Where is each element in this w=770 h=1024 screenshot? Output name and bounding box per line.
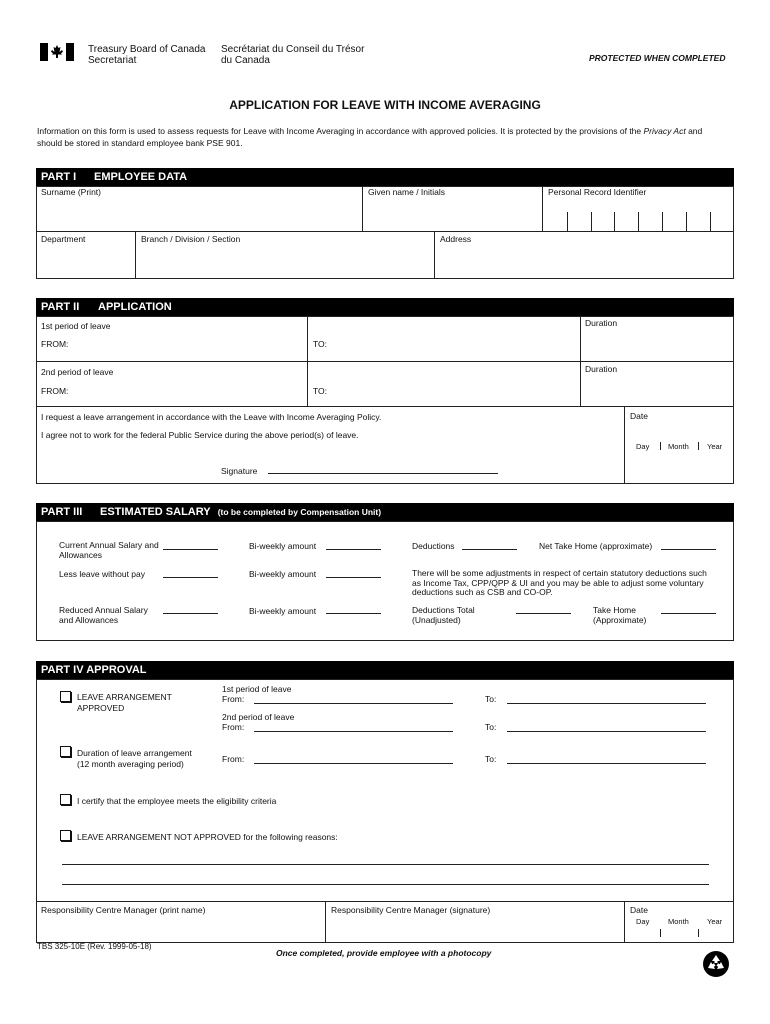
branch-field[interactable]: Branch / Division / Section [141, 234, 241, 244]
current-salary-line2: Allowances [59, 549, 102, 560]
part1-title: EMPLOYEE DATA [94, 171, 188, 183]
adjust-line3: deductions such as CSB and CO-OP. [412, 587, 553, 597]
part1-box [36, 186, 734, 279]
request-statement: I request a leave arrangement in accordance with the Leave with Income Averaging Policy. [41, 412, 382, 422]
not-approved-label: LEAVE ARRANGEMENT NOT APPROVED for the following reasons: [77, 832, 338, 842]
recycle-icon [702, 950, 730, 978]
adjust-line1: There will be some adjustments in respect of certain statutory deductions such [412, 568, 707, 578]
period1-to-field[interactable]: TO: [313, 339, 328, 349]
duration-to: To: [485, 754, 497, 764]
net-take-home-input[interactable] [661, 549, 716, 550]
approved-label [77, 692, 172, 714]
ded-total-line2: (Unadjusted) [412, 614, 461, 625]
duration-from: From: [222, 754, 245, 764]
approval-period1-to-line[interactable] [507, 703, 706, 704]
reduced-salary-input[interactable] [163, 613, 218, 614]
biweekly-input-2[interactable] [326, 577, 381, 578]
intro-line2: should be stored in standard employee bank PSE 901. [37, 137, 243, 148]
duration-line2: (12 month averaging period) [77, 759, 184, 769]
approved-line1: LEAVE ARRANGEMENT [77, 692, 172, 702]
privacy-act: Privacy Act [643, 126, 686, 136]
approval-date-label: Date [630, 905, 648, 915]
approval-date-year[interactable]: Year [707, 917, 723, 926]
canada-flag-logo [40, 43, 74, 61]
reduced-line1: Reduced Annual Salary [59, 605, 148, 615]
rcm-name-field[interactable]: Responsibility Centre Manager (print name) [41, 905, 206, 915]
org-fr-line2: du Canada [221, 55, 270, 66]
period2-to-field[interactable]: TO: [313, 386, 328, 396]
approval-period2-from-line[interactable] [254, 731, 453, 732]
approval-period1-from-line[interactable] [254, 703, 453, 704]
certify-label: I certify that the employee meets the eligibility criteria [77, 796, 277, 806]
biweekly-input-3[interactable] [326, 613, 381, 614]
period1-label: 1st period of leave [41, 321, 111, 331]
biweekly-label-1: Bi-weekly amount [249, 541, 317, 551]
deductions-total-input[interactable] [516, 613, 571, 614]
approval-period2-to: To: [485, 722, 497, 732]
protected-label: PROTECTED WHEN COMPLETED [589, 53, 726, 63]
reasons-line-2[interactable] [62, 884, 709, 885]
deductions-input[interactable] [462, 549, 517, 550]
part4-title: PART IV APPROVAL [41, 664, 147, 676]
photocopy-note: Once completed, provide employee with a photocopy [276, 948, 492, 958]
current-salary-line1: Current Annual Salary and [59, 540, 159, 550]
biweekly-label-2: Bi-weekly amount [249, 569, 317, 579]
org-name-fr [221, 44, 364, 66]
intro-text [37, 126, 737, 149]
period2-duration-field[interactable]: Duration [585, 364, 618, 374]
adjust-line2: as Income Tax, CPP/QPP & UI and you may be able to adjust some voluntary [412, 577, 704, 588]
deductions-label: Deductions [412, 541, 455, 551]
take-home-line2: (Approximate) [593, 614, 647, 625]
agree-statement: I agree not to work for the federal Public Service during the above period(s) of leave. [41, 430, 359, 440]
reduced-salary-label [59, 606, 148, 625]
part1-number: PART I [41, 171, 77, 183]
org-en-line2: Secretariat [88, 55, 137, 66]
duration-checkbox[interactable] [60, 746, 71, 757]
form-number: TBS 325-10E (Rev. 1999-05-18) [37, 942, 152, 951]
date-day[interactable]: Day [636, 442, 650, 451]
approval-date-month[interactable]: Month [668, 917, 689, 926]
part3-title: ESTIMATED SALARY [100, 506, 211, 518]
certify-checkbox[interactable] [60, 794, 71, 805]
take-home-line1: Take Home [593, 605, 636, 615]
current-salary-input[interactable] [163, 549, 218, 550]
part3-number: PART III [41, 506, 83, 518]
biweekly-input-1[interactable] [326, 549, 381, 550]
net-take-home-label: Net Take Home (approximate) [539, 541, 653, 551]
signature-line[interactable] [268, 473, 498, 474]
date-month[interactable]: Month [668, 442, 689, 451]
current-salary-label [59, 541, 159, 560]
org-fr-line1: Secrétariat du Conseil du Trésor [221, 44, 365, 55]
part3-header [36, 503, 734, 522]
approved-line2: APPROVED [77, 703, 125, 713]
reasons-line-1[interactable] [62, 864, 709, 865]
adjustments-note [412, 569, 707, 598]
duration-from-line[interactable] [254, 763, 453, 764]
less-leave-label: Less leave without pay [59, 569, 145, 579]
approval-period2-label: 2nd period of leave [222, 712, 295, 722]
surname-field[interactable]: Surname (Print) [41, 187, 101, 197]
approval-period2-from: From: [222, 722, 245, 732]
part4-header [36, 661, 734, 680]
part3-subtitle: (to be completed by Compensation Unit) [217, 507, 382, 517]
part2-title: APPLICATION [98, 301, 172, 313]
approval-period2-to-line[interactable] [507, 731, 706, 732]
form-title: APPLICATION FOR LEAVE WITH INCOME AVERAGING [229, 98, 541, 112]
address-field[interactable]: Address [440, 234, 472, 244]
less-leave-input[interactable] [163, 577, 218, 578]
part2-box [36, 316, 734, 484]
approval-period1-from: From: [222, 694, 245, 704]
period2-label: 2nd period of leave [41, 367, 114, 377]
duration-line1: Duration of leave arrangement [77, 748, 192, 758]
intro-line1 [37, 126, 737, 138]
approval-date-day[interactable]: Day [636, 917, 650, 926]
org-en-line1: Treasury Board of Canada [88, 44, 206, 55]
duration-arrangement-label [77, 748, 192, 770]
biweekly-label-3: Bi-weekly amount [249, 606, 317, 616]
approved-checkbox[interactable] [60, 691, 71, 702]
rcm-signature-field[interactable]: Responsibility Centre Manager (signature) [331, 905, 491, 915]
part2-header [36, 298, 734, 317]
approval-period1-to: To: [485, 694, 497, 704]
pri-field[interactable]: Personal Record Identifier [548, 187, 647, 197]
take-home-label [593, 606, 646, 625]
given-name-field[interactable]: Given name / Initials [368, 187, 446, 197]
reduced-line2: and Allowances [59, 614, 119, 625]
not-approved-checkbox[interactable] [60, 830, 71, 841]
org-name-en [88, 44, 205, 66]
part4-box [36, 679, 734, 943]
intro-text-a: Information on this form is used to assess requests for Leave with Income Averaging in accordance with approved policies. It is protected by the provisions of the [37, 126, 644, 136]
approval-period1-label: 1st period of leave [222, 684, 292, 694]
date-year[interactable]: Year [707, 442, 723, 451]
period2-from-field[interactable]: FROM: [41, 386, 69, 396]
date-label: Date [630, 411, 648, 421]
part2-number: PART II [41, 301, 80, 313]
duration-to-line[interactable] [507, 763, 706, 764]
intro-text-b: and [685, 126, 703, 136]
period1-duration-field[interactable]: Duration [585, 318, 618, 328]
deductions-total-label [412, 606, 475, 625]
take-home-input[interactable] [661, 613, 716, 614]
ded-total-line1: Deductions Total [412, 605, 475, 615]
part1-header [36, 168, 734, 187]
period1-from-field[interactable]: FROM: [41, 339, 69, 349]
signature-label: Signature [221, 466, 258, 476]
department-field[interactable]: Department [41, 234, 86, 244]
